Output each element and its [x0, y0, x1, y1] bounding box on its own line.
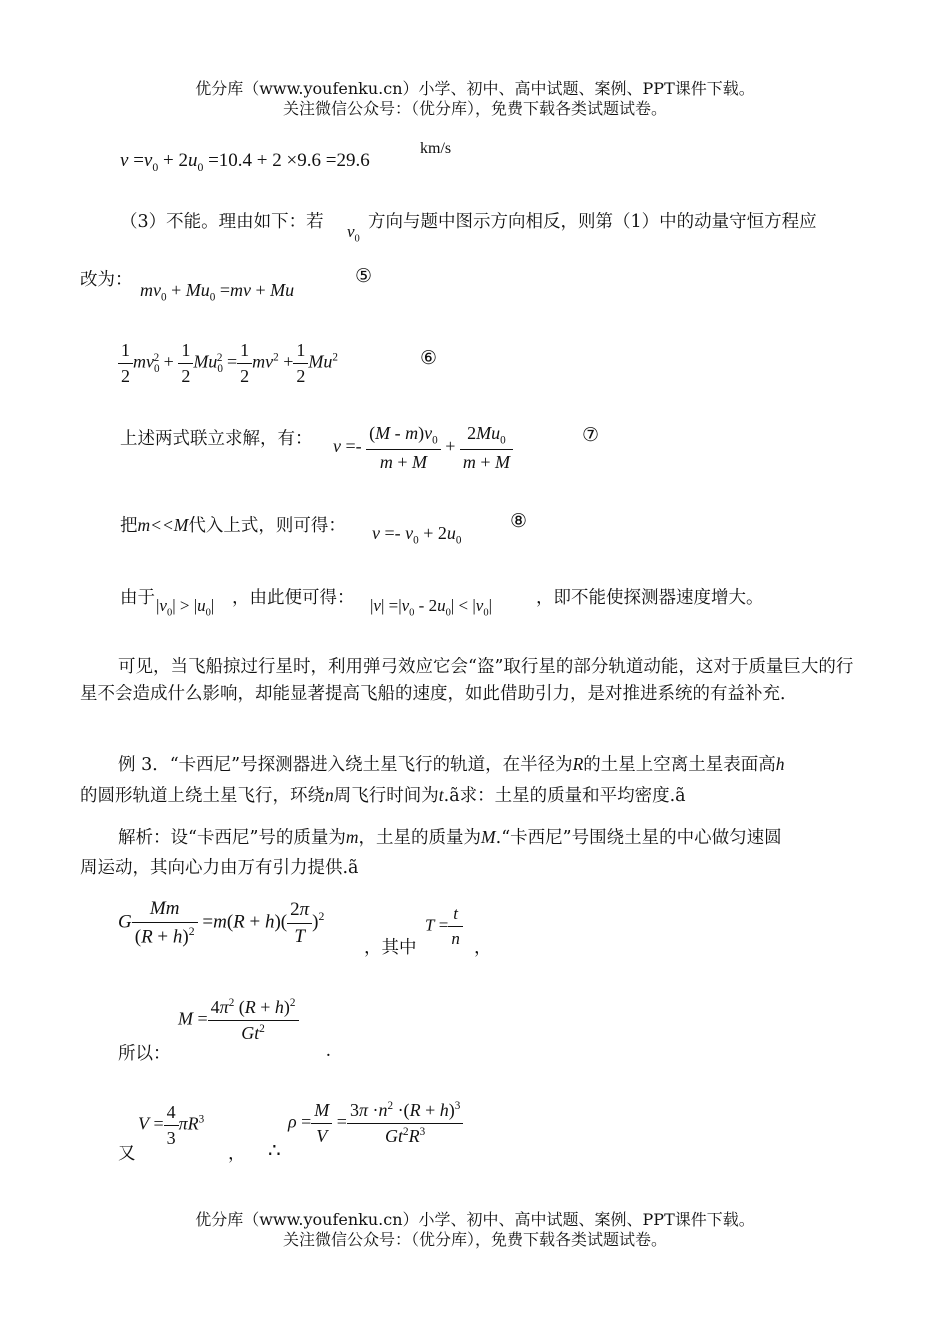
marker-5: ⑤	[355, 265, 373, 287]
solve-label: 上述两式联立求解，有：	[120, 429, 313, 449]
marker-6: ⑥	[420, 347, 438, 369]
part3-text-b: 方向与题中图示方向相反，则第（1）中的动量守恒方程应	[368, 212, 817, 232]
gravity-where-label: ，其中	[364, 938, 417, 958]
analysis-text-d: 周运动，其向心力由万有引力提供.ã	[80, 858, 359, 878]
substitute-label-c: 代入上式，则可得：	[188, 516, 346, 536]
therefore-symbol: ∴	[268, 1138, 281, 1162]
equation-mass: M = $\frac{4\pi^2 (R + h)^2}{Gt^2}$	[178, 997, 299, 1044]
header-line-2: 关注微信公众号：（优分库），免费下载各类试题试卷。	[282, 99, 667, 118]
example-3-var-R: R	[572, 754, 584, 774]
volume-comma: ，	[228, 1144, 246, 1164]
marker-7: ⑦	[582, 424, 600, 446]
gravity-comma: ，	[474, 938, 492, 958]
analysis-paragraph	[80, 822, 870, 883]
substitute-condition: m<<M	[137, 515, 189, 535]
header-line-1: 优分库（www.youfenku.cn）小学、初中、高中试题、案例、PPT课件下载。	[195, 79, 755, 98]
analysis-text-b: ，土星的质量为	[358, 828, 482, 848]
analysis-text-a: 解析：设“卡西尼”号的质量为	[118, 828, 346, 848]
equation-density: ρ = $\frac{M}{V}$ = $\frac{3\pi \cdot n^2 \cdot(R + h)^3}{Gt^2R^3}$	[288, 1100, 463, 1147]
example-3-paragraph: 例 3．“卡西尼”号探测器进入绕土星飞行的轨道，在半径为R的土星上空离土星表面高h 的圆形轨道上绕土星飞行，环绕n周飞行时间为t.ã求：土星的质量和平均密度.ã	[80, 754, 785, 806]
equation-v-solution: v =- $\frac{(M - m)v_0}{m + M}$ + $\frac{2Mu_0}{m + M}$	[333, 423, 513, 473]
part3-text-a: （3）不能。理由如下：若	[120, 212, 324, 232]
substitute-label-a: 把	[120, 516, 138, 536]
conclusion-paragraph: 可见，当飞船掠过行星时，利用弹弓效应它会“盗”取行星的部分轨道动能，这对于质量巨大的行星不会造成什么影响，却能显著提高飞船的速度，如此借助引力，是对推进系统的有益补充．	[80, 657, 854, 704]
analysis-var-M: M	[481, 827, 496, 847]
footer-line-2: 关注微信公众号：（优分库），免费下载各类试题试卷。	[282, 1230, 667, 1249]
example-3-text-b: 的土星上空离土星表面高	[583, 755, 776, 775]
unit-kms: km/s	[420, 140, 452, 157]
substitute-line	[120, 512, 346, 537]
inequality-result: $|v| =|v_0 - 2u_0| < |v_0|$	[370, 596, 492, 619]
equation-period: T = $\frac{t}{n}$	[425, 904, 463, 949]
equation-v-numeric: =10.4 + 2 ×9.6 =29.6	[208, 150, 370, 171]
equation-momentum: $mv_0 + Mu_0 =mv + Mu$	[140, 280, 295, 304]
v0-inline: $v_0$	[347, 222, 360, 245]
since-label-c: ，即不能使探测器速度增大。	[536, 588, 764, 608]
so-label: 所以：	[118, 1044, 171, 1064]
also-label: 又	[118, 1144, 136, 1164]
since-label-a: 由于	[120, 588, 155, 608]
analysis-text-c: .“卡西尼”号围绕土星的中心做匀速圆	[495, 828, 782, 848]
example-3-text-e: .ã求：土星的质量和平均密度.ã	[443, 786, 686, 806]
inequality-v0-u0: $|v_0| > |u_0|$	[156, 596, 215, 619]
since-label-b: ，由此便可得：	[232, 588, 355, 608]
part3-text-c: 改为：	[80, 270, 133, 290]
example-3-text-a: 例 3．“卡西尼”号探测器进入绕土星飞行的轨道，在半径为	[118, 755, 573, 775]
equation-v-final: $v =v_0 + 2u_0 =10.4 + 2 \times 9.6 =29.6$	[120, 150, 370, 174]
example-3-text-d: 周飞行时间为	[333, 786, 439, 806]
marker-8: ⑧	[510, 510, 528, 532]
analysis-var-m: m	[345, 827, 359, 847]
equation-volume: V = $\frac{4}{3}$ $\pi R^3$	[138, 1102, 205, 1148]
footer-line-1: 优分库（www.youfenku.cn）小学、初中、高中试题、案例、PPT课件下载。	[195, 1210, 755, 1229]
equation-v-approx: $v =- v_0 + 2u_0$	[372, 523, 462, 547]
example-3-text-c: 的圆形轨道上绕土星飞行，环绕	[80, 786, 325, 806]
equation-energy: $\frac{1}{2}$ $mv_0^2$ + $\frac{1}{2}$ $Mu_0^2$ = $\frac{1}{2}$ $mv^2$ + $\frac{1}{2}$ Mu$^2$	[118, 340, 338, 387]
equation-gravity: G $\frac{Mm}{(R + h)^2}$ =m(R + h)( $\frac{2\pi}{T}$ )$^2$	[118, 898, 325, 948]
mass-period: .	[326, 1040, 331, 1061]
